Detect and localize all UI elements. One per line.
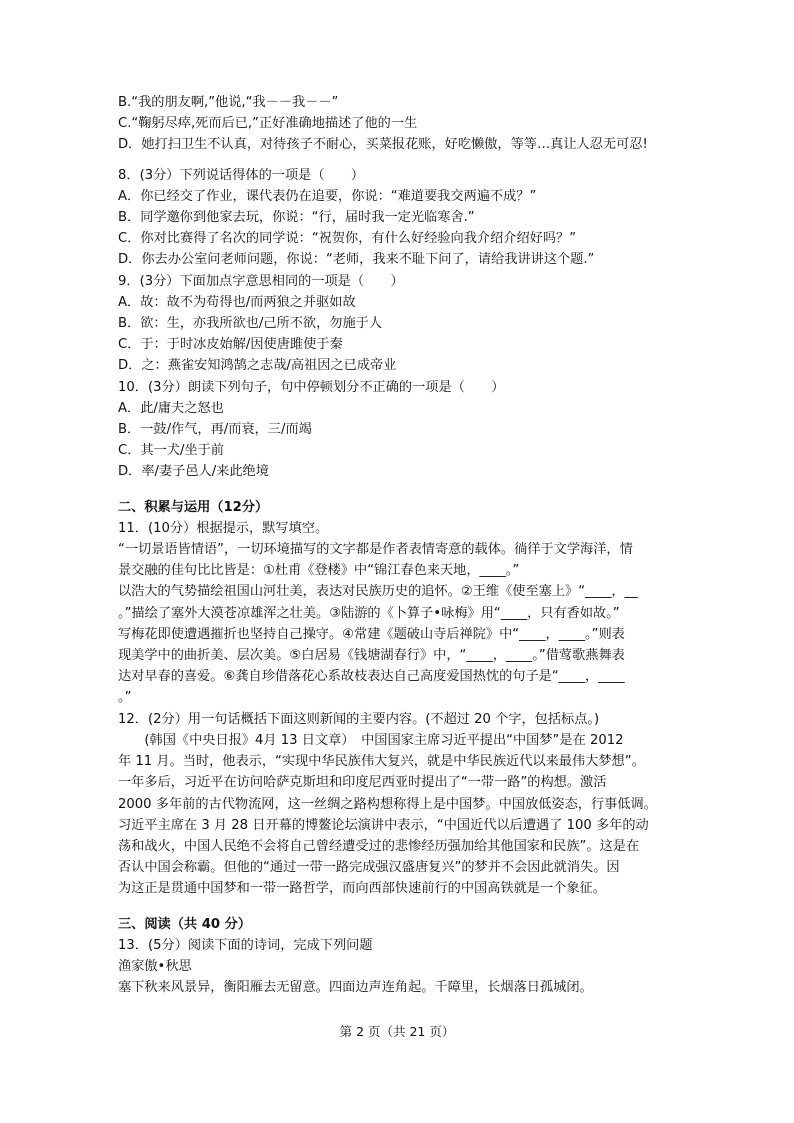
q7-option-b: B.“我的朋友啊,”他说,“我－－我－－” (118, 95, 339, 110)
q11-text-line: 以浩大的气势描绘祖国山河壮美，表达对民族历史的追怀。②王维《使至塞上》“____，__ (118, 584, 638, 600)
q12-news-line: (韩国《中央日报》4月 13 日文章） 中国国家主席习近平提出“中国梦”是在 2012 (118, 732, 624, 748)
q11-text-line: 达对早春的喜爱。⑥龚自珍借落花心系故枝表达自己高度爱国热忱的句子是“____，____ (118, 669, 625, 685)
q12-news-line: 否认中国会称霸。但他的“通过一带一路完成强汉盛唐复兴”的梦并不会因此就消失。因 (118, 860, 620, 876)
q10-option-d: D．率/妻子邑人/来此绝境 (118, 464, 269, 480)
q9-option-c: C．于：于时冰皮始解/因使唐雎使于秦 (118, 337, 343, 353)
q8-option-a: A．你已经交了作业，课代表仍在追要，你说：“难道要我交两遍不成？” (118, 188, 537, 204)
poem-line: 塞下秋来风景异，衡阳雁去无留意。四面边声连角起。千障里，长烟落日孤城闭。 (118, 980, 593, 996)
q10-option-a: A．此/庸夫之怒也 (118, 400, 224, 416)
document-body (118, 92, 680, 998)
q11-text-line: 现美学中的曲折美、层次美。⑤白居易《钱塘湖春行》中，“____，____。”借莺歌燕舞表 (118, 648, 625, 664)
q10-stem: 10．(3分）朗读下列句子，句中停顿划分不正确的一项是（ ） (118, 379, 505, 395)
q12-stem: 12．(2分）用一句话概括下面这则新闻的主要内容。(不超过 20 个字，包括标点。) (118, 711, 600, 727)
q8-option-b: B．同学邀你到他家去玩，你说：“行，届时我一定光临寒舍.” (118, 210, 475, 226)
q7-option-d: D．她打扫卫生不认真，对待孩子不耐心，买菜报花账，好吃懒傲，等等…真让人忍无可忍! (118, 137, 648, 153)
q11-text-line: 写梅花即使遭遇摧折也坚持自己操守。④常建《题破山寺后禅院》中“____，____。”则表 (118, 626, 625, 642)
q12-news-line: 年 11 月。当时，他表示，“实现中华民族伟大复兴，就是中华民族近代以来最伟大梦想”。 (118, 754, 645, 770)
q11-stem: 11．(10分）根据提示，默写填空。 (118, 520, 329, 536)
q12-news-line: 为这正是贯通中国梦和一带一路哲学，而向西部快速前行的中国高铁就是一个象征。 (118, 881, 606, 897)
q12-news-line: 一年多后，习近平在访问哈萨克斯坦和印度尼西亚时提出了“一带一路”的构想。激活 (118, 775, 607, 791)
q9-option-d: D．之：燕雀安知鸿鹄之志哉/高祖因之已成帝业 (118, 358, 397, 374)
q11-text-line: 。”描绘了塞外大漠苍凉雄浑之壮美。③陆游的《卜算子•咏梅》用“____，只有香如故。” (118, 605, 620, 621)
q9-option-b: B．欲：生，亦我所欲也/己所不欲，勿施于人 (118, 316, 383, 332)
q8-stem: 8．(3分）下列说话得体的一项是（ ） (118, 167, 365, 183)
q12-news-line: 荡和战火，中国人民绝不会将自己曾经遭受过的悲惨经历强加给其他国家和民族”。这是在 (118, 838, 640, 854)
q9-option-a: A．故：故不为苟得也/而两狼之并驱如故 (118, 294, 356, 310)
q8-option-d: D．你去办公室问老师问题，你说：“老师，我来不耻下问了，请给我讲讲这个题.” (118, 252, 595, 268)
q10-option-c: C．其一犬/坐于前 (118, 443, 224, 459)
section-heading-reading: 三、阅读（共 40 分） (118, 916, 252, 932)
q8-option-c: C．你对比赛得了名次的同学说：“祝贺你，有什么好经验向我介绍介绍好吗？” (118, 231, 577, 247)
poem-title: 渔家傲•秋思 (118, 958, 192, 974)
q12-news-line: 2000 多年前的古代物流网，这一丝绸之路构想称得上是中国梦。中国放低姿态，行事低调。 (118, 796, 657, 812)
q12-news-line: 习近平主席在 3 月 28 日开幕的博鳌论坛演讲中表示，“中国近代以后遭遇了 100 多年的动 (118, 817, 649, 833)
q11-text-line: 景交融的佳句比比皆是：①杜甫《登楼》中“锦江春色来天地，____。” (118, 563, 520, 579)
section-heading-accumulation: 二、积累与运用（12分） (118, 499, 269, 515)
q11-text-line: “一切景语皆情语”，一切环境描写的文字都是作者表情寄意的载体。徜徉于文学海洋，情 (118, 542, 633, 558)
q7-option-c: C.“鞠躬尽瘁,死而后已,”正好准确地描述了他的一生 (118, 116, 418, 132)
q10-option-b: B．一鼓/作气，再/而衰，三/而竭 (118, 422, 312, 438)
page-number-footer: 第 2 页（共 21 页） (339, 1024, 455, 1039)
q9-stem: 9．(3分）下面加点字意思相同的一项是（ ） (118, 273, 404, 289)
q11-text-line: 。” (118, 690, 132, 706)
q13-stem: 13．(5分）阅读下面的诗词，完成下列问题 (118, 937, 373, 953)
